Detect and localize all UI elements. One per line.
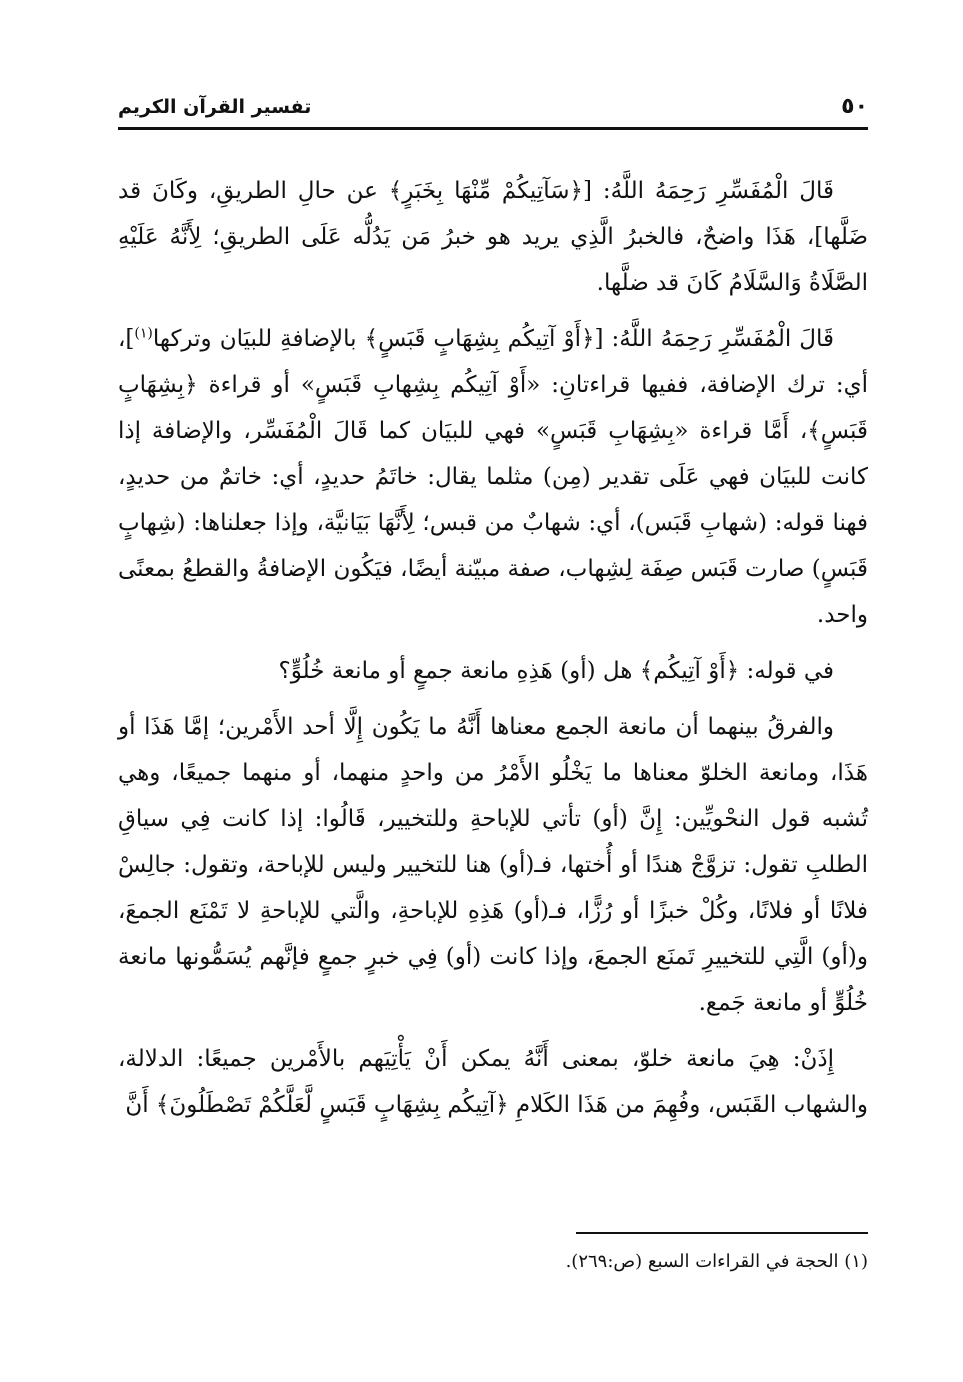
- footnote: (١) الحجة في القراءات السبع (ص:٢٦٩).: [565, 1251, 868, 1272]
- footnote-rule: [576, 1232, 868, 1234]
- paragraph-text: ]، أي: ترك الإضافة، ففيها قراءتانِ: «أَوْ آتِيكُم بِشِهابِ قَبَسٍ» أو قراءة ﴿بِشِهَابٍ قَبَسٍ﴾، أَمَّا قراءة «بِشِهَابِ قَبَسٍ» فهي للبيَان كما قَالَ الْمُفَسِّر، والإضافة إذا كانت للبيَان فهي عَلَى تقدير (مِن) مثلما يقال: خاتَمُ حديدٍ، أي: خاتمٌ من حديدٍ، فهنا قوله: (شهابِ قَبَس)، أي: شهابٌ من قبس؛ لِأَنَّهَا بَيَانيَّة، وإذا جعلناها: (شِهابٍ قَبَسٍ) صارت قَبَس صِفَة لِشِهاب، صفة مبيّنة أيضًا، فيَكُون الإضافةُ والقطعُ بمعنًى واحد.: [118, 326, 868, 628]
- paragraph: والفرقُ بينهما أن مانعة الجمع معناها أَنَّهُ ما يَكُون إِلَّا أحد الأَمْرين؛ إمَّا هَذَا أو هَذَا، ومانعة الخلوّ معناها ما يَخْلُو الأَمْرُ من واحدٍ منهما، أو منهما جميعًا، وهي تُشبه قول النحْويِّين: إِنَّ (أو) تأتي للإباحةِ وللتخيير، قَالُوا: إذا كانت فِي سياقِ الطلبِ تقول: تزوَّجْ هندًا أو أُختها، فـ(أو) هنا للتخيير وليس للإباحة، وتقول: جالِسْ فلانًا أو فلانًا، وكُلْ خبزًا أو رُزًّا، فـ(أو) هَذِهِ للإباحةِ، والَّتي للإباحةِ لا تَمْنَع الجمعَ، و(أو) الَّتِي للتخييرِ تَمنَع الجمعَ، وإذا كانت (أو) فِي خبرٍ جمعٍ فإنَّهم يُسَمُّونها مانعة خُلُوٍّ أو مانعة جَمع.: [118, 714, 868, 1016]
- paragraph-text: قَالَ الْمُفَسِّرِ رَحِمَهُ اللَّهُ: [﴿أَوْ آتِيكُم بِشِهَابٍ قَبَسٍ﴾ بالإضافةِ للبيَان وتركها: [152, 326, 834, 352]
- page-number: ٥٠: [841, 94, 868, 119]
- footnote-reference[interactable]: (١): [134, 325, 153, 342]
- paragraph: في قوله: ﴿أَوْ آتِيكُم﴾ هل (أو) هَذِهِ مانعة جمعٍ أو مانعة خُلُوٍّ؟: [278, 658, 834, 684]
- paragraph-with-footnote: [118, 316, 868, 638]
- page-header: [118, 92, 868, 132]
- paragraph: قَالَ الْمُفَسِّرِ رَحِمَهُ اللَّهُ: [﴿سَآتِيكُمْ مِّنْهَا بِخَبَرٍ﴾ عن حالِ الطريقِ، وكَانَ قد ضَلَّها]، هَذَا واضحٌ، فالخبرُ الَّذِي يريد هو خبرُ مَن يَدُلُّه عَلَى الطريقِ؛ لِأَنَّهُ عَلَيْهِ الصَّلَاةُ وَالسَّلَامُ كَانَ قد ضلَّها.: [118, 178, 868, 296]
- header-rule: [118, 127, 868, 130]
- paragraph: إِذَنْ: هِيَ مانعة خلوّ، بمعنى أَنَّهُ يمكن أَنْ يَأْتِيَهم بالأَمْرين جميعًا: الدلالة، والشهاب القَبَس، وفُهِمَ من هَذَا الكَلامِ ﴿آتِيكُم بِشِهَابٍ قَبَسٍ لَّعَلَّكُمْ تَصْطَلُونَ﴾ أَنَّ: [118, 1046, 868, 1118]
- running-title: تفسير القرآن الكريم: [118, 96, 312, 118]
- main-text: [118, 168, 868, 1138]
